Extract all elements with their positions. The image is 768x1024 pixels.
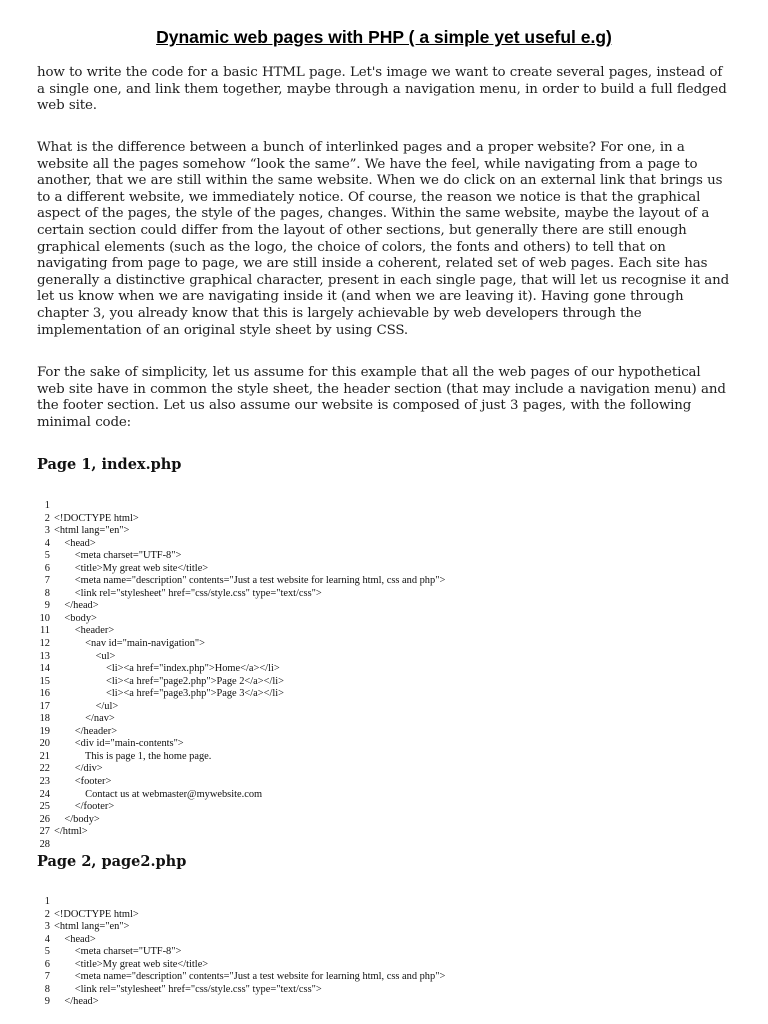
- line-number: 15: [39, 675, 50, 687]
- line-number: 9: [44, 600, 50, 612]
- code-line: [37, 563, 445, 576]
- code-line: [37, 575, 445, 588]
- code-text: <nav id="main-navigation">: [54, 638, 206, 650]
- code-text: <li><a href="page3.php">Page 3</a></li>: [54, 688, 285, 700]
- intro-paragraph: how to write the code for a basic HTML page. Let's image we want to create several pages, instead of a single one, and link them together, maybe through a navigation menu, in order to build a full fledged web site.: [37, 65, 727, 114]
- line-number: 16: [39, 688, 50, 700]
- line-number: 26: [39, 813, 50, 825]
- line-number: 14: [39, 663, 50, 675]
- line-number: 4: [44, 933, 50, 945]
- code-text: <header>: [54, 625, 115, 637]
- code-text: <meta charset="UTF-8">: [54, 946, 182, 958]
- line-number: 13: [39, 650, 50, 662]
- code-line: [37, 801, 445, 814]
- line-number: 6: [44, 562, 50, 574]
- line-number: 7: [44, 575, 50, 587]
- code-listing-page1: [37, 500, 445, 851]
- code-line: [37, 763, 445, 776]
- line-number: 28: [39, 838, 50, 850]
- code-line: [37, 525, 445, 538]
- line-number: 1: [44, 500, 50, 511]
- line-number: 5: [44, 946, 50, 958]
- line-number: 2: [44, 512, 50, 524]
- line-number: 8: [44, 587, 50, 599]
- code-text: </head>: [54, 600, 99, 612]
- code-line: [37, 500, 445, 513]
- website-difference-paragraph: What is the difference between a bunch of interlinked pages and a proper website? For one, in a website all the pages somehow “look the same”. We have the feel, while navigating from a page to another, that we are still within the same website. When we do click on an external link that brings us to a different website, we immediately notice. Of course, the reason we notice is that the graphical aspect of the pages, the style of the pages, changes. Within the same website, maybe the layout of a certain section could differ from the layout of other sections, but generally there are still enough graphical elements (such as the logo, the choice of colors, the fonts and others) to tell that on navigating from page to page, we are still inside a coherent, related set of web pages. Each site has generally a distinctive graphical character, present in each single page, that will let us recognise it and let us know when we are navigating inside it (and when we are leaving it). Having gone through chapter 3, you already know that this is largely achievable by web developers through the implementation of an original style sheet by using CSS.: [37, 140, 730, 338]
- line-number: 20: [39, 738, 50, 750]
- code-text: <div id="main-contents">: [54, 738, 184, 750]
- line-number: 8: [44, 983, 50, 995]
- code-line: [37, 789, 445, 802]
- code-line: [37, 638, 445, 651]
- code-line: [37, 946, 445, 959]
- code-line: [37, 713, 445, 726]
- line-number: 25: [39, 801, 50, 813]
- code-text: <title>My great web site</title>: [54, 958, 209, 970]
- code-line: [37, 738, 445, 751]
- code-text: </footer>: [54, 801, 115, 813]
- line-number: 27: [39, 826, 50, 838]
- code-text: <title>My great web site</title>: [54, 562, 209, 574]
- line-number: 12: [39, 638, 50, 650]
- page1-heading: Page 1, index.php: [37, 456, 182, 473]
- line-number: 23: [39, 776, 50, 788]
- code-text: <li><a href="page2.php">Page 2</a></li>: [54, 675, 285, 687]
- code-text: <li><a href="index.php">Home</a></li>: [54, 663, 280, 675]
- line-number: 22: [39, 763, 50, 775]
- code-line: [37, 814, 445, 827]
- code-line: [37, 550, 445, 563]
- code-text: </html>: [54, 826, 88, 838]
- code-line: [37, 538, 445, 551]
- line-number: 11: [39, 625, 50, 637]
- code-text: <body>: [54, 612, 97, 624]
- code-listing-page2: [37, 896, 445, 1009]
- code-text: <link rel="stylesheet" href="css/style.css" type="text/css">: [54, 587, 322, 599]
- code-text: </div>: [54, 763, 103, 775]
- code-line: [37, 726, 445, 739]
- code-text: <ul>: [54, 650, 116, 662]
- code-text: <!DOCTYPE html>: [54, 908, 139, 920]
- code-text: <head>: [54, 537, 96, 549]
- code-line: [37, 934, 445, 947]
- code-text: <!DOCTYPE html>: [54, 512, 139, 524]
- code-line: [37, 513, 445, 526]
- code-text: <html lang="en">: [54, 921, 130, 933]
- code-line: [37, 971, 445, 984]
- code-text: </ul>: [54, 700, 119, 712]
- code-text: <meta name="description" contents="Just a test website for learning html, css and php">: [54, 971, 446, 983]
- code-text: <html lang="en">: [54, 525, 130, 537]
- line-number: 6: [44, 958, 50, 970]
- code-line: [37, 701, 445, 714]
- code-line: [37, 663, 445, 676]
- line-number: 10: [39, 612, 50, 624]
- line-number: 21: [39, 750, 50, 762]
- code-text: <link rel="stylesheet" href="css/style.css" type="text/css">: [54, 983, 322, 995]
- line-number: 1: [44, 896, 50, 907]
- code-line: [37, 688, 445, 701]
- code-line: [37, 909, 445, 922]
- code-line: [37, 613, 445, 626]
- page2-heading: Page 2, page2.php: [37, 853, 187, 870]
- code-text: <meta name="description" contents="Just a test website for learning html, css and php">: [54, 575, 446, 587]
- code-line: [37, 984, 445, 997]
- code-line: [37, 588, 445, 601]
- code-line: [37, 896, 445, 909]
- code-line: [37, 826, 445, 839]
- code-text: </body>: [54, 813, 100, 825]
- line-number: 7: [44, 971, 50, 983]
- line-number: 18: [39, 713, 50, 725]
- code-text: </head>: [54, 996, 99, 1008]
- code-line: [37, 839, 445, 852]
- code-line: [37, 600, 445, 613]
- code-line: [37, 959, 445, 972]
- line-number: 17: [39, 700, 50, 712]
- code-text: </header>: [54, 725, 118, 737]
- code-text: </nav>: [54, 713, 115, 725]
- simplicity-paragraph: For the sake of simplicity, let us assume for this example that all the web pages of our hypothetical web site have in common the style sheet, the header section (that may include a navigation menu) and the footer section. Let us also assume our website is composed of just 3 pages, with the following minimal code:: [37, 365, 726, 430]
- line-number: 24: [39, 788, 50, 800]
- code-text: This is page 1, the home page.: [54, 750, 212, 762]
- code-text: <footer>: [54, 776, 112, 788]
- code-line: [37, 651, 445, 664]
- line-number: 2: [44, 908, 50, 920]
- code-text: <meta charset="UTF-8">: [54, 550, 182, 562]
- code-line: [37, 676, 445, 689]
- line-number: 19: [39, 725, 50, 737]
- line-number: 3: [44, 921, 50, 933]
- line-number: 3: [44, 525, 50, 537]
- code-line: [37, 751, 445, 764]
- document-title: Dynamic web pages with PHP ( a simple yet useful e.g): [156, 27, 612, 47]
- line-number: 9: [44, 996, 50, 1008]
- code-text: Contact us at webmaster@mywebsite.com: [54, 788, 263, 800]
- code-line: [37, 776, 445, 789]
- line-number: 5: [44, 550, 50, 562]
- code-line: [37, 921, 445, 934]
- code-line: [37, 625, 445, 638]
- code-line: [37, 996, 445, 1009]
- line-number: 4: [44, 537, 50, 549]
- code-text: <head>: [54, 933, 96, 945]
